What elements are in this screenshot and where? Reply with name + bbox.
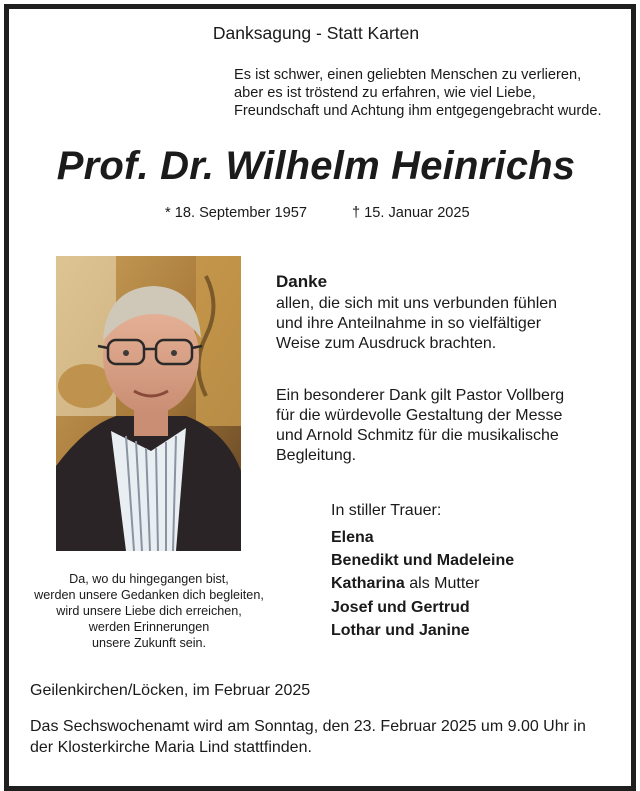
service-notice: [30, 716, 620, 758]
deceased-name: Prof. Dr. Wilhelm Heinrichs: [56, 144, 576, 188]
verse-line: werden Erinnerungen: [88, 620, 210, 634]
mourner-name: Benedikt und Madeleine: [331, 552, 515, 570]
quote-line: Es ist schwer, einen geliebten Menschen zu verlieren,: [234, 67, 582, 83]
special-thanks-line: Ein besonderer Dank gilt Pastor Vollberg: [276, 387, 565, 404]
thanks-line: und ihre Anteilnahme in so vielfältiger: [276, 315, 542, 332]
verse-line: unsere Zukunft sein.: [91, 636, 207, 650]
mourner-name: Katharina als Mutter: [331, 575, 480, 593]
special-thanks-line: für die würdevolle Gestaltung der Messe: [276, 407, 563, 424]
verse-line: Da, wo du hingegangen bist,: [69, 572, 229, 586]
notice-line: Das Sechswochenamt wird am Sonntag, den 23. Februar 2025 um 9.00 Uhr in: [30, 718, 586, 735]
thanks-line: Weise zum Ausdruck brachten.: [276, 335, 497, 352]
special-thanks-line: Begleitung.: [276, 447, 357, 464]
death-date: † 15. Januar 2025: [352, 205, 470, 221]
portrait-photo: [56, 256, 241, 551]
verse-line: werden unsere Gedanken dich begleiten,: [34, 588, 264, 602]
thanks-body: [276, 294, 557, 354]
place-date: Geilenkirchen/Löcken, im Februar 2025: [30, 682, 311, 699]
notice-heading: Danksagung - Statt Karten: [212, 23, 420, 43]
thanks-title: Danke: [276, 272, 328, 291]
verse-line: wird unsere Liebe dich erreichen,: [56, 604, 242, 618]
mourning-intro: In stiller Trauer:: [331, 502, 442, 519]
opening-quote: [234, 66, 602, 120]
quote-line: aber es ist tröstend zu erfahren, wie viel Liebe,: [234, 85, 536, 101]
special-thanks-line: und Arnold Schmitz für die musikalische: [276, 427, 559, 444]
mourner-name: Lothar und Janine: [331, 621, 470, 639]
birth-date: * 18. September 1957: [165, 205, 307, 221]
notice-line: der Klosterkirche Maria Lind stattfinden.: [30, 739, 312, 756]
mourner-name: Elena: [331, 529, 374, 546]
thanks-line: allen, die sich mit uns verbunden fühlen: [276, 295, 558, 312]
special-thanks: [276, 386, 564, 466]
quote-line: Freundschaft und Achtung ihm entgegengebracht wurde.: [234, 103, 602, 119]
memorial-verse: [20, 571, 278, 651]
mourners-list: [331, 526, 514, 642]
mourner-name: Josef und Gertrud: [331, 598, 470, 616]
